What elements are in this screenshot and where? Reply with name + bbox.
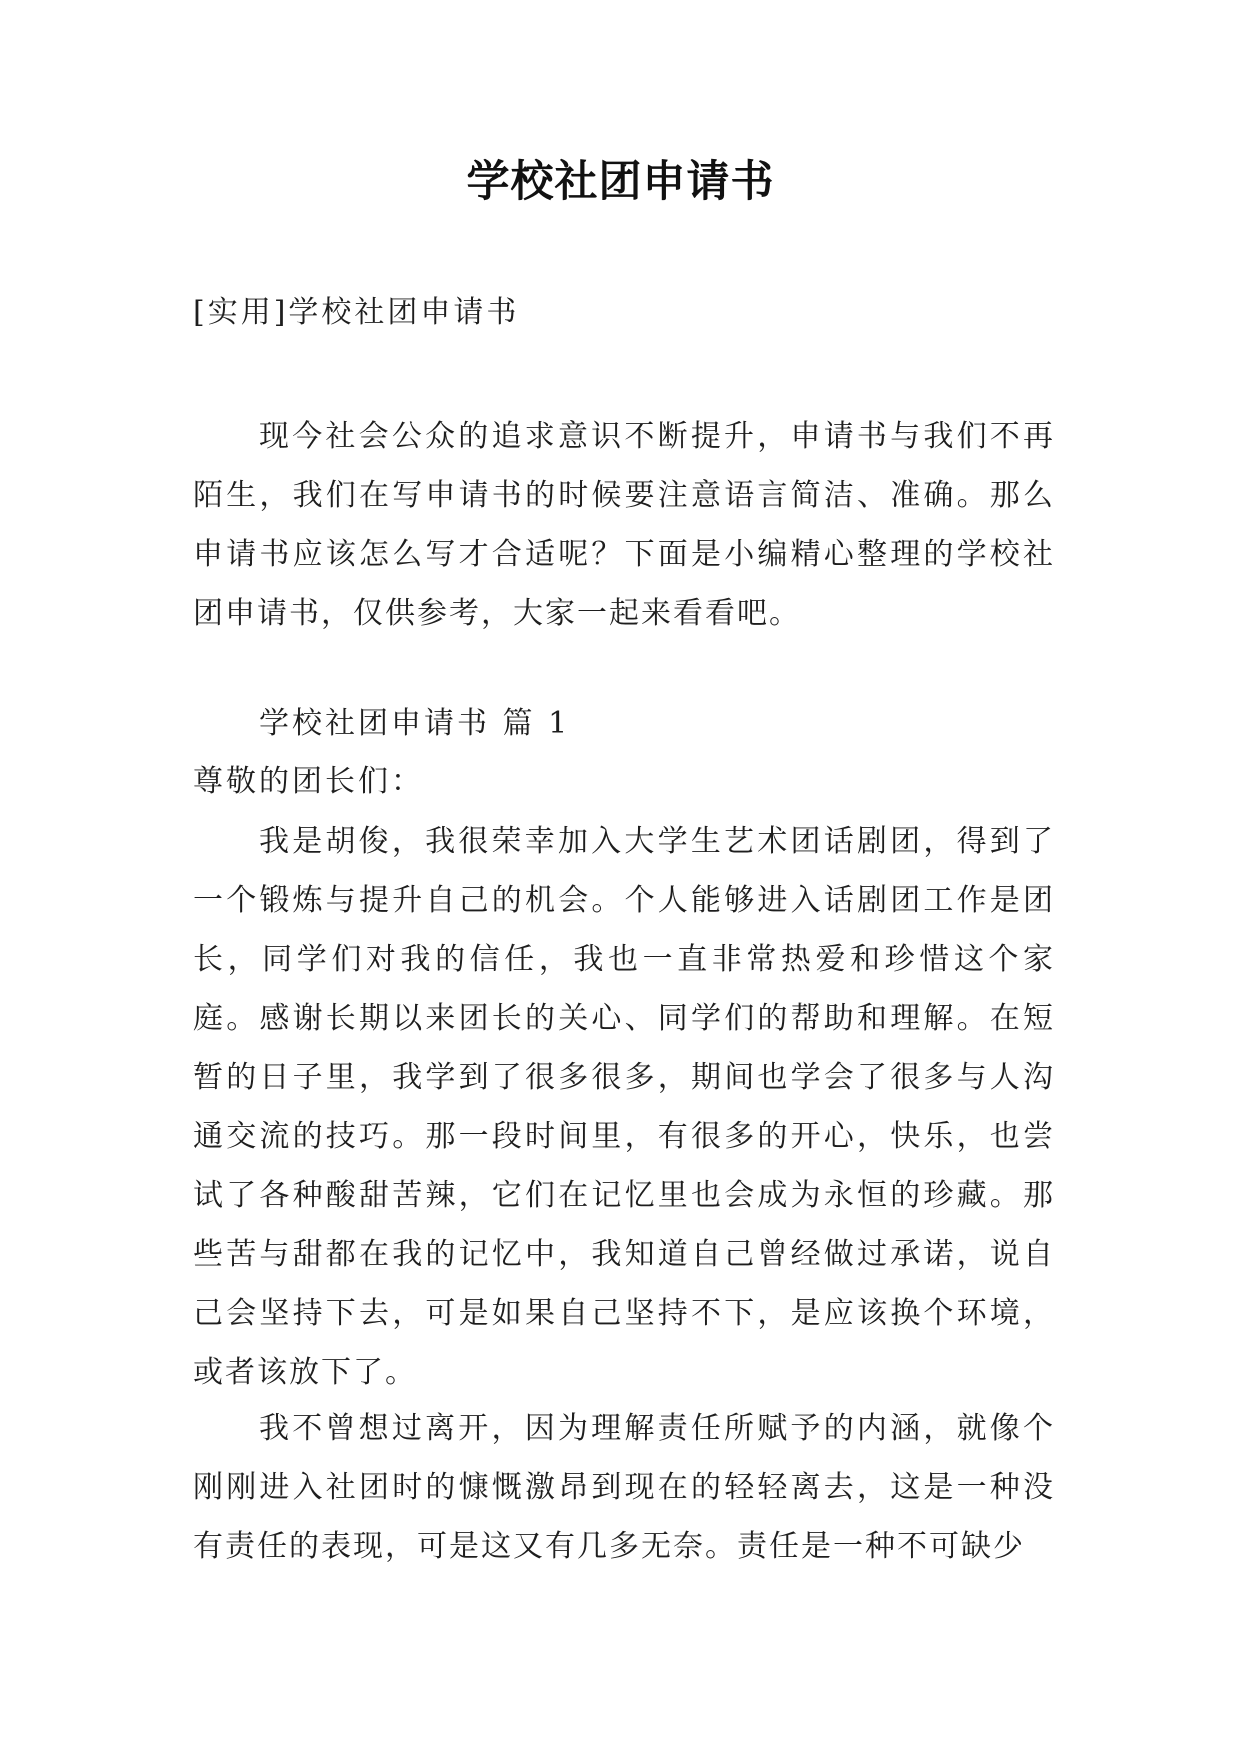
body-paragraph: 我不曾想过离开，因为理解责任所赋予的内涵，就像个刚刚进入社团时的慷慨激昂到现在的轻轻离去，这是一种没有责任的表现，可是这又有几多无奈。责任是一种不可缺少	[193, 1411, 1055, 1564]
section-heading: 学校社团申请书 篇 1	[259, 706, 571, 741]
document-subtitle: [实用]学校社团申请书	[193, 295, 520, 330]
salutation: 尊敬的团长们：	[193, 764, 424, 799]
intro-paragraph: 现今社会公众的追求意识不断提升，申请书与我们不再陌生，我们在写申请书的时候要注意语言简洁、准确。那么申请书应该怎么写才合适呢？下面是小编精心整理的学校社团申请书，仅供参考，大家一起来看看吧。	[193, 419, 1055, 631]
document-title: 学校社团申请书	[466, 157, 775, 207]
body-paragraph: 我是胡俊，我很荣幸加入大学生艺术团话剧团，得到了一个锻炼与提升自己的机会。个人能够进入话剧团工作是团长，同学们对我的信任，我也一直非常热爱和珍惜这个家庭。感谢长期以来团长的关心、同学们的帮助和理解。在短暂的日子里，我学到了很多很多，期间也学会了很多与人沟通交流的技巧。那一段时间里，有很多的开心，快乐，也尝试了各种酸甜苦辣，它们在记忆里也会成为永恒的珍藏。那些苦与甜都在我的记忆中，我知道自己曾经做过承诺，说自己会坚持下去，可是如果自己坚持不下，是应该换个环境，或者该放下了。	[193, 824, 1055, 1390]
